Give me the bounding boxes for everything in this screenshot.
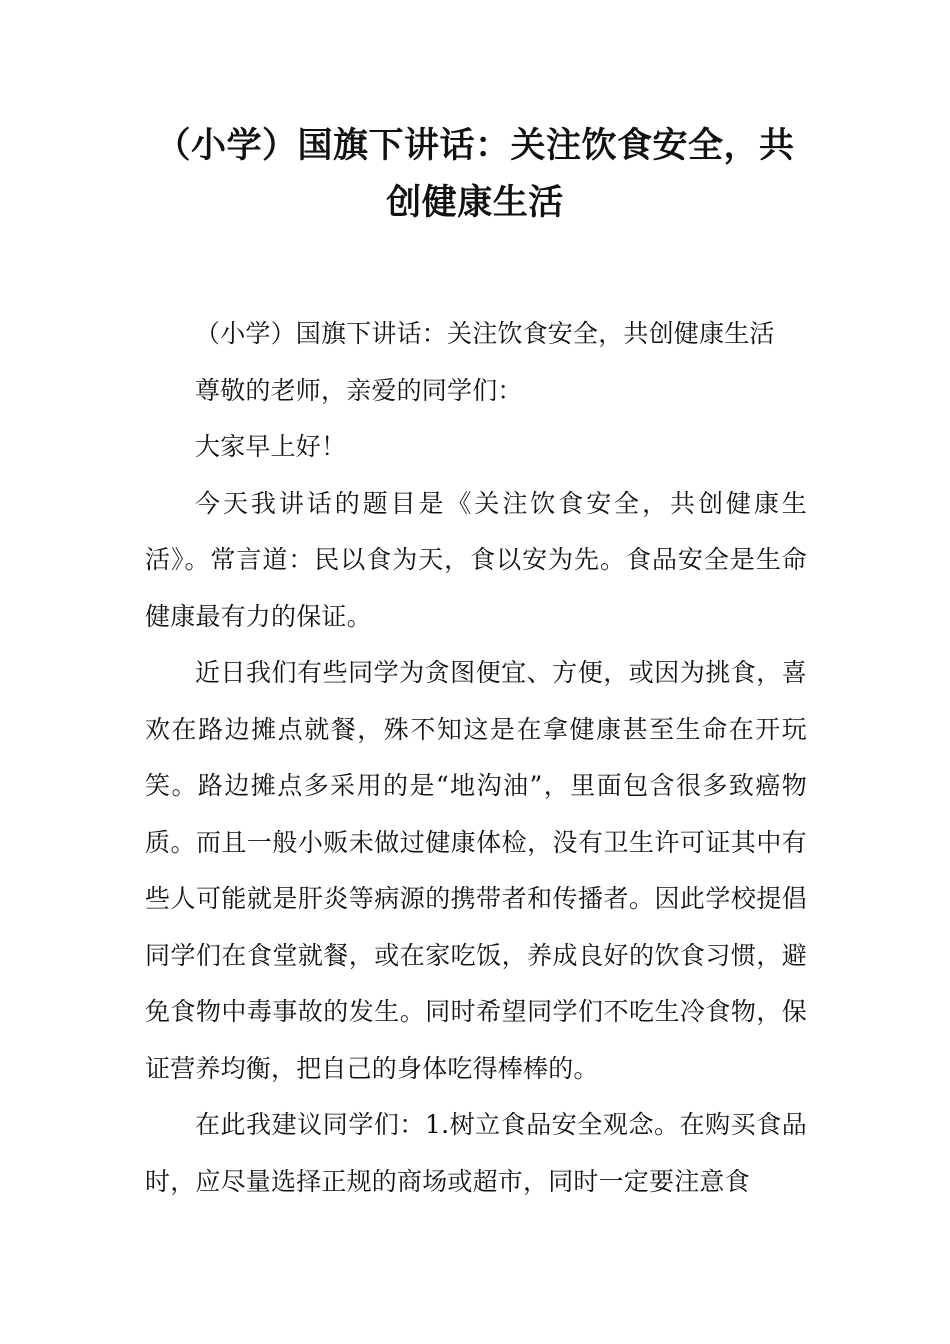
- document-body: [145, 306, 807, 1210]
- paragraph-greeting: 大家早上好！: [195, 432, 347, 461]
- document-title: （小学）国旗下讲话：关注饮食安全，共创健康生活: [155, 126, 795, 223]
- paragraph-suggestions: 在此我建议同学们：1.树立食品安全观念。在购买食品时，应尽量选择正规的商场或超市，同时一定要注意食: [145, 1110, 807, 1196]
- paragraph-street-food: 近日我们有些同学为贪图便宜、方便，或因为挑食，喜欢在路边摊点就餐，殊不知这是在拿健康甚至生命在开玩笑。路边摊点多采用的是“地沟油”，里面包含很多致癌物质。而且一般小贩未做过健康体检，没有卫生许可证其中有些人可能就是肝炎等病源的携带者和传播者。因此学校提倡同学们在食堂就餐，或在家吃饭，养成良好的饮食习惯，避免食物中毒事故的发生。同时希望同学们不吃生冷食物，保证营养均衡，把自己的身体吃得棒棒的。: [145, 658, 807, 1083]
- paragraph-topic: 今天我讲话的题目是《关注饮食安全，共创健康生活》。常言道：民以食为天，食以安为先。食品安全是生命健康最有力的保证。: [145, 488, 807, 631]
- paragraph-heading-repeat: （小学）国旗下讲话：关注饮食安全，共创健康生活: [195, 319, 775, 348]
- paragraph-salutation: 尊敬的老师，亲爱的同学们：: [195, 375, 523, 405]
